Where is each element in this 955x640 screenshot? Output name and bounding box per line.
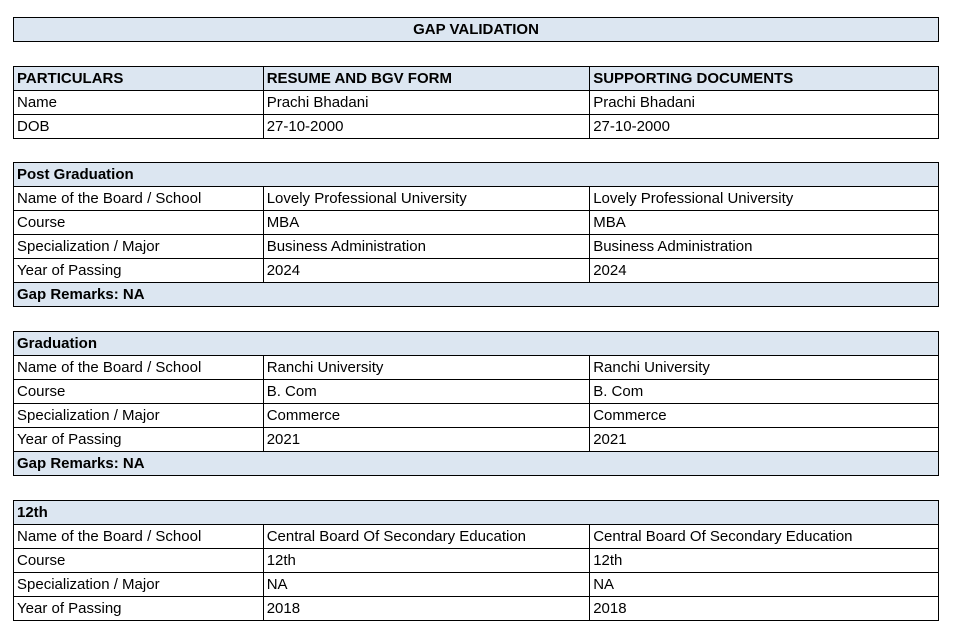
resume-value: Business Administration [263, 235, 590, 259]
gap-remarks: Gap Remarks: NA [14, 452, 939, 476]
section-header-row [14, 501, 939, 525]
docs-value: Ranchi University [590, 356, 939, 380]
table-row [14, 428, 939, 452]
graduation-table [13, 331, 939, 476]
table-row [14, 525, 939, 549]
row-label: Course [14, 380, 264, 404]
row-label: Course [14, 549, 264, 573]
row-label: Specialization / Major [14, 573, 264, 597]
table-row [14, 187, 939, 211]
row-label: Course [14, 211, 264, 235]
docs-value: Central Board Of Secondary Education [590, 525, 939, 549]
header-particulars: PARTICULARS [14, 67, 264, 91]
table-row [14, 91, 939, 115]
docs-value: Business Administration [590, 235, 939, 259]
resume-value: 2021 [263, 428, 590, 452]
row-label: Name of the Board / School [14, 187, 264, 211]
resume-value: 12th [263, 549, 590, 573]
table-row [14, 235, 939, 259]
resume-value: Commerce [263, 404, 590, 428]
resume-value: 27-10-2000 [263, 115, 590, 139]
docs-value: NA [590, 573, 939, 597]
table-row [14, 549, 939, 573]
table-row [14, 380, 939, 404]
docs-value: 2024 [590, 259, 939, 283]
row-label: DOB [14, 115, 264, 139]
row-label: Specialization / Major [14, 404, 264, 428]
row-label: Year of Passing [14, 597, 264, 621]
gap-remarks-row [14, 283, 939, 307]
section-title: 12th [14, 501, 939, 525]
table-row [14, 573, 939, 597]
docs-value: B. Com [590, 380, 939, 404]
gap-remarks-row [14, 452, 939, 476]
docs-value: 2021 [590, 428, 939, 452]
header-resume-bgv: RESUME AND BGV FORM [263, 67, 590, 91]
row-label: Name of the Board / School [14, 525, 264, 549]
twelfth-table [13, 500, 939, 621]
section-header-row [14, 332, 939, 356]
table-row [14, 356, 939, 380]
table-row [14, 115, 939, 139]
table-row [14, 211, 939, 235]
resume-value: Lovely Professional University [263, 187, 590, 211]
docs-value: Lovely Professional University [590, 187, 939, 211]
docs-value: Prachi Bhadani [590, 91, 939, 115]
particulars-header-row [14, 67, 939, 91]
section-title: Graduation [14, 332, 939, 356]
resume-value: B. Com [263, 380, 590, 404]
gap-remarks: Gap Remarks: NA [14, 283, 939, 307]
docs-value: MBA [590, 211, 939, 235]
row-label: Specialization / Major [14, 235, 264, 259]
header-supporting-docs: SUPPORTING DOCUMENTS [590, 67, 939, 91]
resume-value: MBA [263, 211, 590, 235]
particulars-table [13, 66, 939, 139]
resume-value: 2018 [263, 597, 590, 621]
table-row [14, 259, 939, 283]
resume-value: 2024 [263, 259, 590, 283]
row-label: Year of Passing [14, 259, 264, 283]
resume-value: Prachi Bhadani [263, 91, 590, 115]
row-label: Name [14, 91, 264, 115]
section-header-row [14, 163, 939, 187]
docs-value: 12th [590, 549, 939, 573]
docs-value: 27-10-2000 [590, 115, 939, 139]
resume-value: Ranchi University [263, 356, 590, 380]
row-label: Year of Passing [14, 428, 264, 452]
table-row [14, 597, 939, 621]
post-graduation-table [13, 162, 939, 307]
row-label: Name of the Board / School [14, 356, 264, 380]
docs-value: Commerce [590, 404, 939, 428]
page-title: GAP VALIDATION [13, 17, 939, 42]
table-row [14, 404, 939, 428]
resume-value: Central Board Of Secondary Education [263, 525, 590, 549]
resume-value: NA [263, 573, 590, 597]
docs-value: 2018 [590, 597, 939, 621]
section-title: Post Graduation [14, 163, 939, 187]
